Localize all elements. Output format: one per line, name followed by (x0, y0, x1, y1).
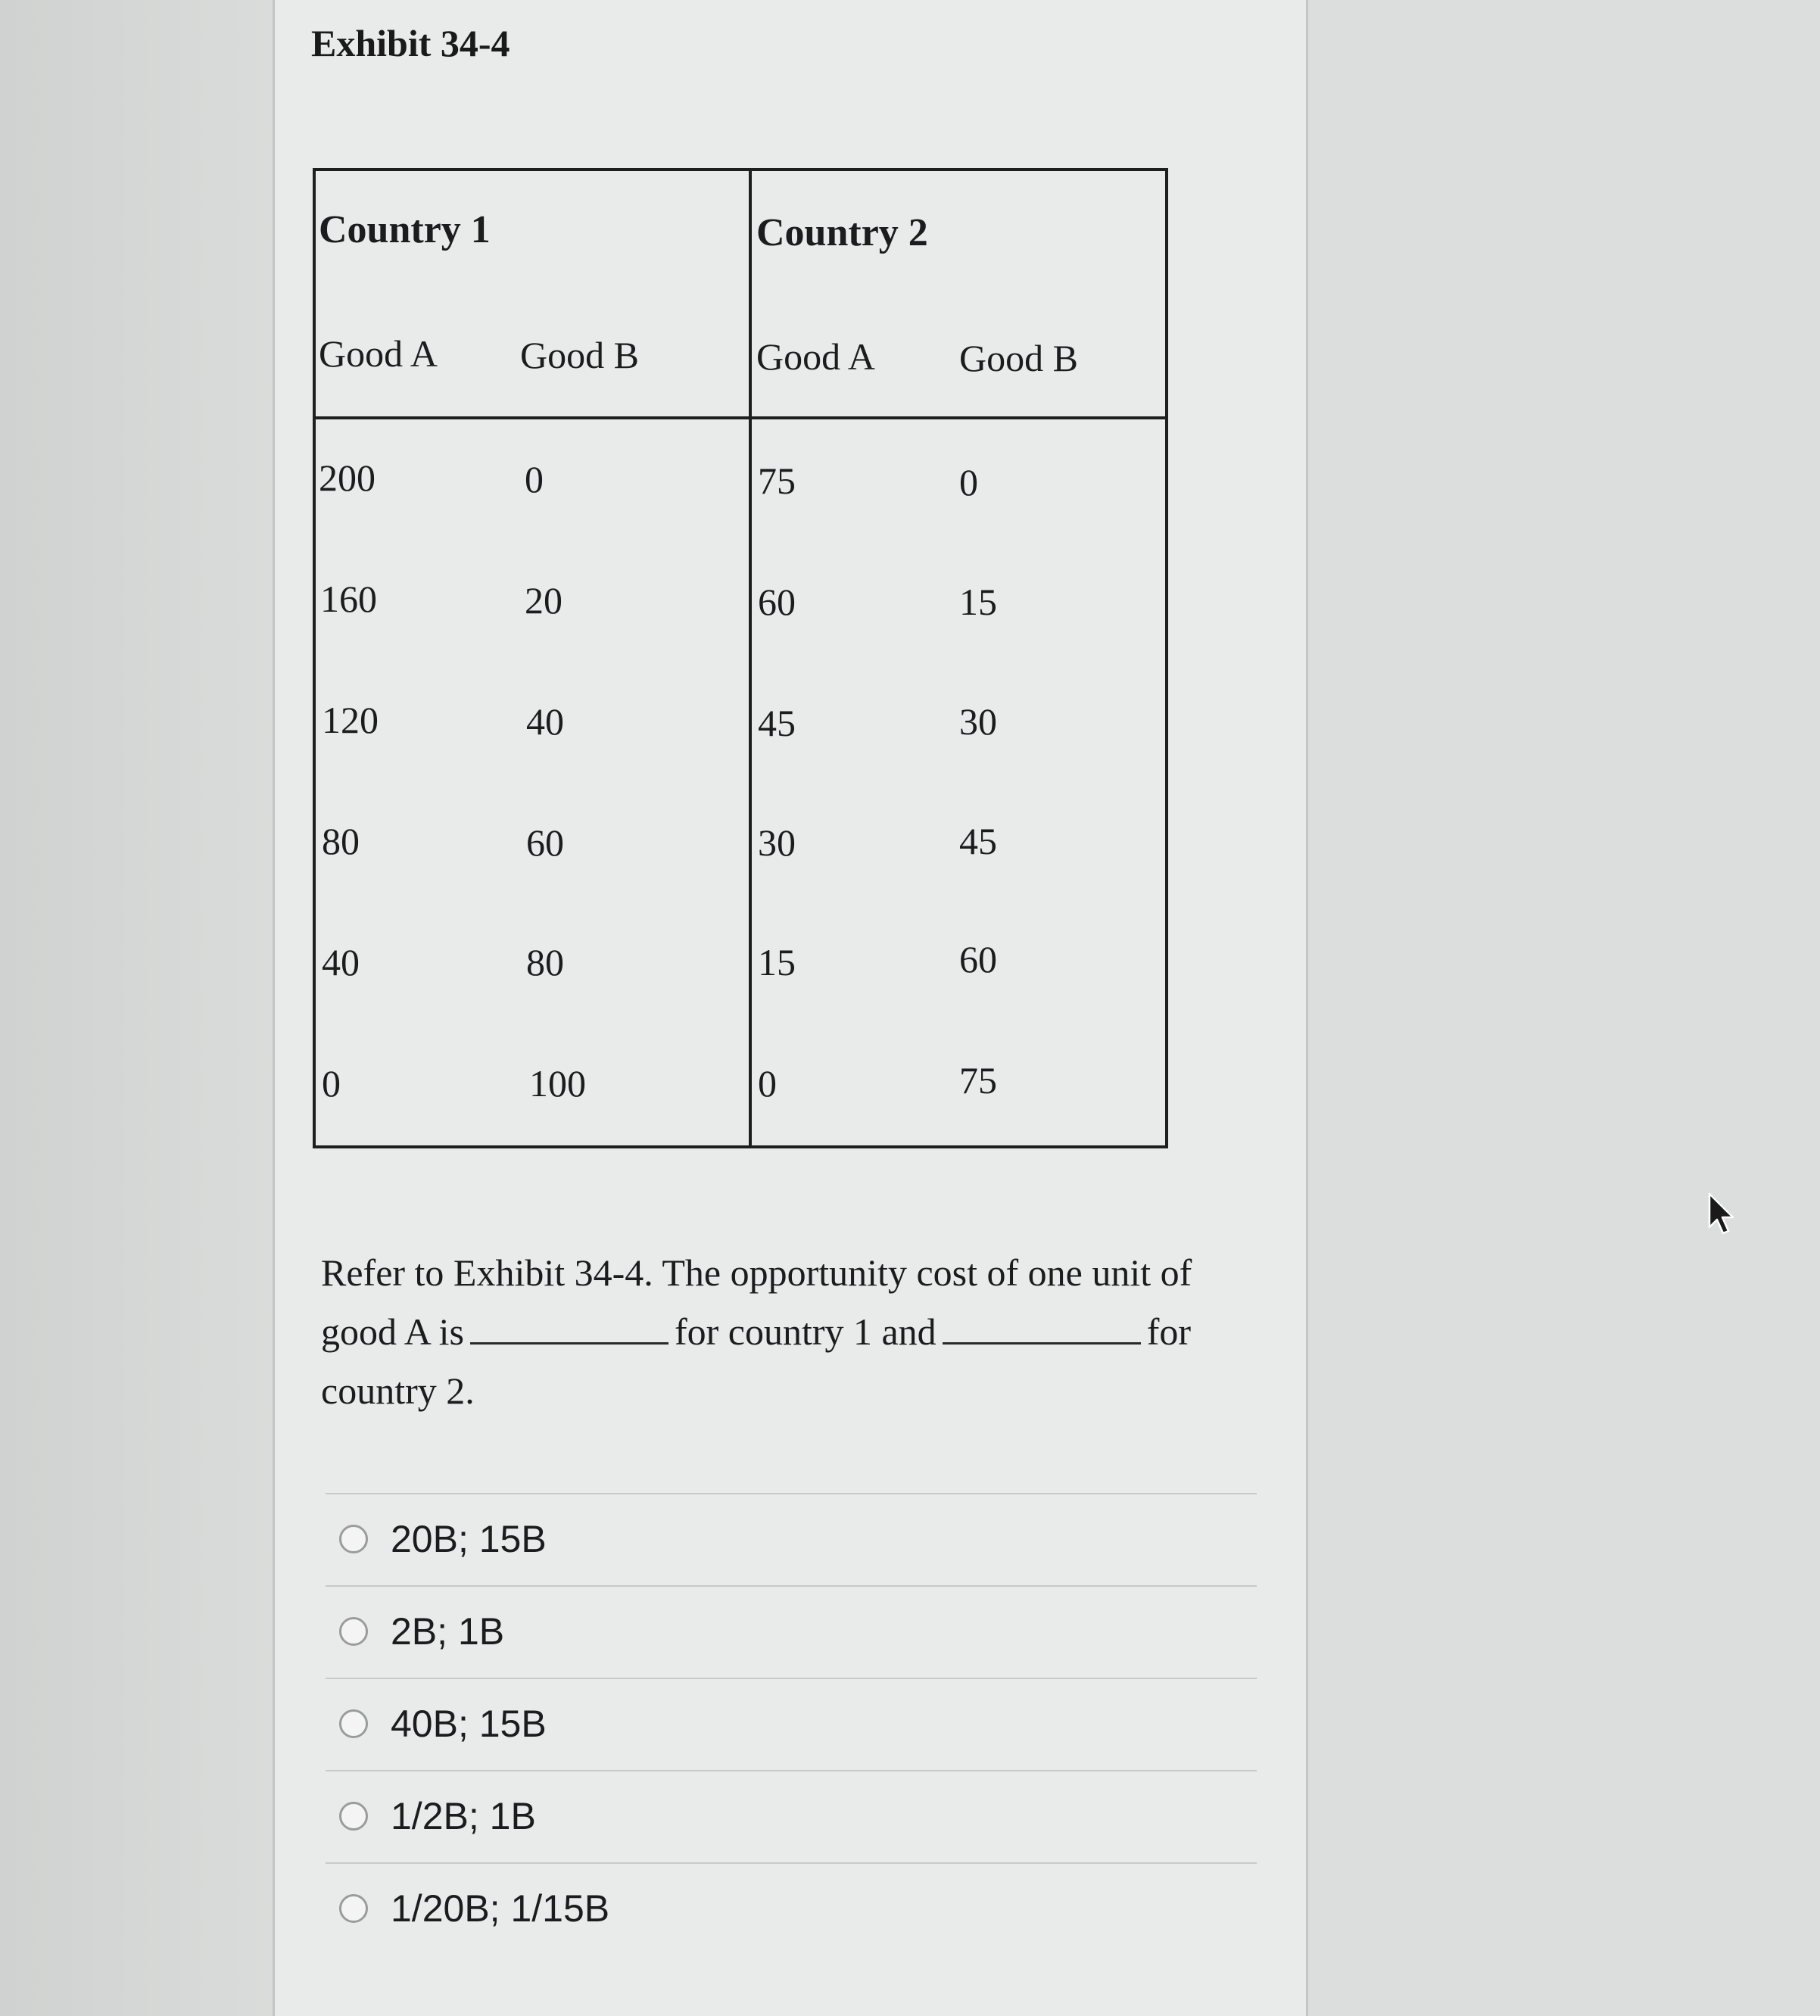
table-cell: 45 (758, 702, 796, 744)
column-header-good-a-country-1: Good A (319, 332, 438, 375)
radio-button[interactable] (339, 1617, 368, 1646)
table-cell: 75 (959, 1059, 997, 1101)
question-part-1: Refer to Exhibit 34-4. The opportunity cost of one unit of good A is (321, 1251, 1192, 1353)
answer-option-label[interactable]: 2B; 1B (391, 1610, 505, 1653)
table-cell: 40 (526, 700, 564, 743)
answer-option-label[interactable]: 20B; 15B (391, 1518, 547, 1560)
question-part-3: for country 2. (321, 1310, 1191, 1412)
table-cell: 40 (322, 941, 360, 983)
radio-button[interactable] (339, 1709, 368, 1738)
radio-button[interactable] (339, 1802, 368, 1831)
country-2-header: Country 2 (756, 211, 928, 254)
question-part-2: for country 1 and (674, 1310, 936, 1353)
answer-option-label[interactable]: 1/2B; 1B (391, 1795, 536, 1837)
exhibit-title: Exhibit 34-4 (311, 22, 510, 64)
table-column-divider (749, 171, 752, 1145)
answer-option[interactable] (326, 1494, 1257, 1585)
answer-blank-2 (943, 1309, 1141, 1345)
table-cell: 160 (320, 578, 377, 620)
screen-background (0, 0, 273, 2016)
table-cell: 0 (758, 1062, 777, 1105)
table-cell: 0 (322, 1062, 341, 1105)
mouse-cursor-icon (1706, 1192, 1737, 1238)
table-header-divider (316, 416, 1165, 419)
radio-button[interactable] (339, 1525, 368, 1553)
table-cell: 80 (322, 820, 360, 862)
answer-option[interactable] (326, 1771, 1257, 1862)
answer-blank-1 (470, 1309, 668, 1345)
table-cell: 15 (758, 941, 796, 983)
table-cell: 45 (959, 820, 997, 862)
answer-option[interactable] (326, 1864, 1257, 1955)
answer-option-label[interactable]: 40B; 15B (391, 1703, 547, 1745)
answer-option[interactable] (326, 1679, 1257, 1770)
table-cell: 30 (959, 700, 997, 743)
column-header-good-b-country-1: Good B (520, 334, 639, 376)
answer-options (326, 1493, 1257, 1955)
table-cell: 0 (959, 461, 978, 503)
table-cell: 75 (758, 460, 796, 502)
question-text (321, 1243, 1260, 1420)
table-cell: 15 (959, 581, 997, 623)
table-cell: 30 (758, 821, 796, 864)
radio-button[interactable] (339, 1894, 368, 1923)
column-header-good-a-country-2: Good A (756, 335, 875, 378)
country-1-header: Country 1 (319, 208, 491, 251)
table-cell: 0 (525, 458, 544, 500)
table-cell: 60 (959, 938, 997, 980)
table-cell: 60 (758, 581, 796, 623)
column-header-good-b-country-2: Good B (959, 337, 1078, 379)
table-cell: 60 (526, 821, 564, 864)
production-table (313, 168, 1168, 1148)
table-cell: 100 (529, 1062, 586, 1105)
table-cell: 120 (322, 699, 379, 741)
table-cell: 200 (319, 456, 376, 499)
answer-option[interactable] (326, 1587, 1257, 1678)
table-cell: 20 (525, 579, 563, 622)
table-cell: 80 (526, 941, 564, 983)
answer-option-label[interactable]: 1/20B; 1/15B (391, 1887, 610, 1930)
